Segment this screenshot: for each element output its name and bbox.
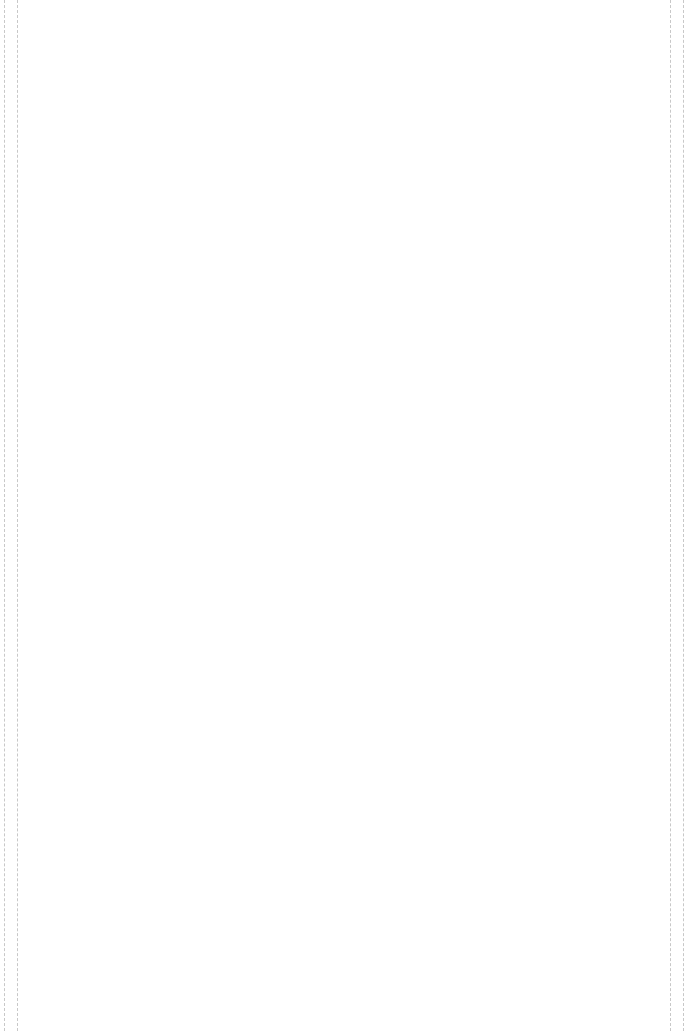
right-watermark-strip — [670, 0, 684, 1031]
right-site-url — [504, 26, 511, 41]
left-watermark-strip — [4, 0, 18, 1031]
